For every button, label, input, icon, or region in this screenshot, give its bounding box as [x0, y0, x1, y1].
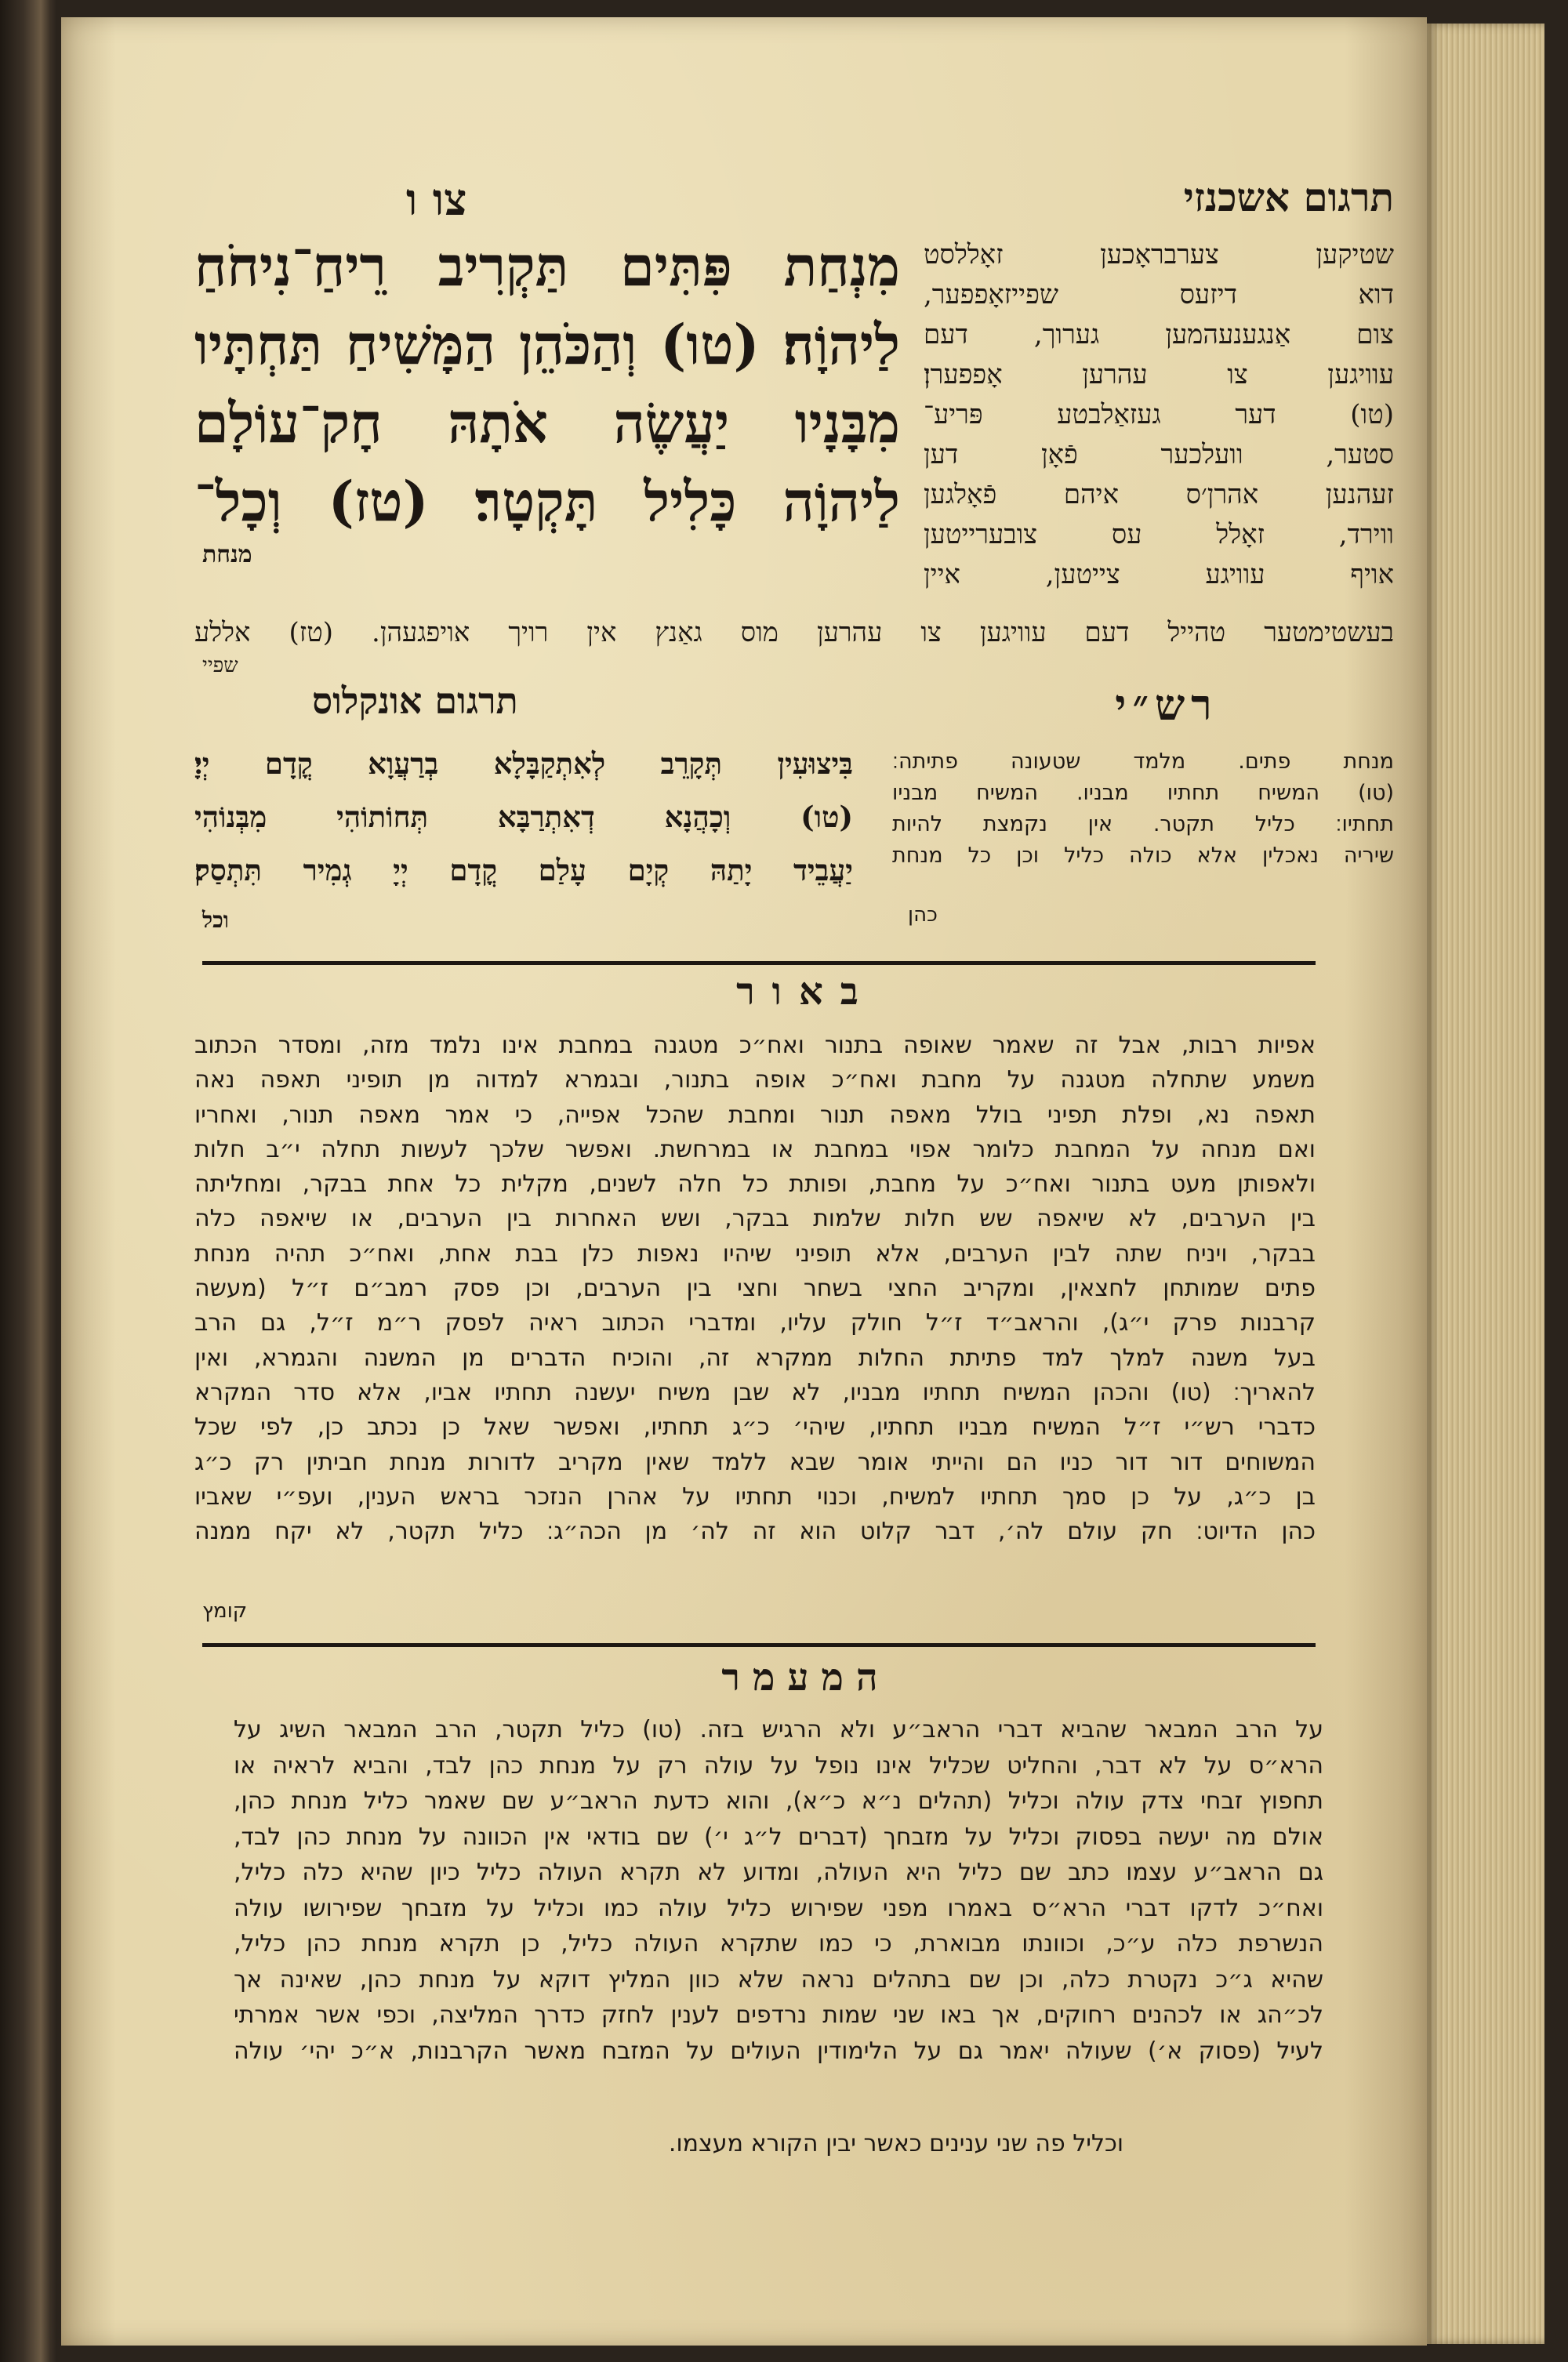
yiddish-translation [924, 235, 1394, 595]
verse-line: מִנְחַת פִּתִּים תַּקְרִיב רֵיחַ־נִיחֹחַ [194, 234, 900, 299]
verse-catchword: מנחת [202, 541, 252, 568]
biur-catchword: קומץ [202, 1599, 248, 1623]
page-edges [1427, 24, 1544, 2344]
maamar-line: אולם מה יעשה בפסוק וכליל על מזבחך (דברים ל״ג י׳) שם בודאי אין הכוונה על מנחת כהן לבד, [234, 1823, 1323, 1851]
maamar-last-line: וכליל פה שני ענינים כאשר יבין הקורא מעצמו. [668, 2130, 1124, 2157]
biur-line: כהן הדיוט׃ חק עולם לה׳, דבר קלוט הוא זה לה׳ מן הכה״ג׃ כליל תקטר, לא יקח ממנה [194, 1518, 1316, 1546]
biur-line: כדברי רש״י ז״ל המשיח מבניו תחתיו, שיהי׳ כ״ג תחתיו, ואפשר שאל כן נכתב כן, לפי שכל [194, 1413, 1316, 1442]
rashi-line: מנחת פתים. מלמד שטעונה פתיתה׃ [892, 749, 1394, 774]
rashi-line: (טו) המשיח תחתיו מבניו. המשיח מבניו [892, 781, 1394, 805]
maamar-line: על הרב המבאר שהביא דברי הראב״ע ולא הרגיש בזה. (טו) כליל תקטר, הרב המבאר השיג על [234, 1716, 1323, 1743]
biur-line: ולאפותן מעט בתנור ואח״כ על מחבת, ופותת כל חלה לשנים, מקלית כל אחת בבקר, ומחליתה [194, 1170, 1316, 1199]
yiddish-line: דוא דיזעס שפייזאָפפער, [924, 279, 1394, 310]
yiddish-line: (טו) דער געזאַלבטע פּריע־ [924, 399, 1394, 430]
yiddish-line: צום אַנגענעהמען גערוך, דעם [924, 319, 1394, 350]
biur-line: בין הערבים, לא שיאפה שש חלות שלמות בבקר, ושש האחרות בין הערבים, או שיאפה כלה [194, 1205, 1316, 1233]
maamar-line: תחפוץ זבחי צדק עולה וכליל (תהלים נ״א כ״א), והוא כדעת הראב״ע שם שאמר כליל מנחת כהן, [234, 1787, 1323, 1815]
maamar-line: ואח״כ לדקו דברי הרא״ס באמרו מפני שפירוש כליל עולה כמו וכליל על מזבחך שפירושו עולה [234, 1894, 1323, 1922]
book-page [61, 17, 1427, 2346]
page-number: צו ו [406, 174, 467, 226]
yiddish-tail-line: בעשטימטער טהייל דעם עוויגען צו עהרען מוס גאַנץ אין רויך אויפגעהן. (טז) אללע [194, 617, 1394, 648]
rashi-heading: רש״י [1115, 680, 1218, 730]
biur-line: פתים שמותחן לחצאין, ומקריב החצי בשחר וחצי בין הערבים, וכן פסק רמב״ם ז״ל (מעשה [194, 1275, 1316, 1303]
biur-line: ואם מנחה על המחבת כלומר אפוי במחבת או במרחשת. ואפשר שלכך לעשות תחלה י״ב חלות [194, 1135, 1316, 1163]
verse-text [194, 227, 900, 541]
verse-line: לַיהוָֹה׃ (טו) וְהַכֹּהֵן הַמָּשִׁיחַ תַּחְתָּיו [194, 312, 900, 377]
maamar-line: הנשרפת כלה ע״כ, וכוונתו מבוארת, כי כמו שתקרא העולה כליל, כן תקרא מנחת כהן כליל, [234, 1930, 1323, 1957]
divider-rule [202, 1643, 1316, 1647]
divider-rule [202, 961, 1316, 965]
running-title: תרגום אשכנזי [1183, 174, 1394, 220]
verse-line: מִבָּנָיו יַעֲשֶׂה אֹתָהּ חָק־עוֹלָם [194, 390, 900, 455]
biur-line: תאפה נא, ופלת תפיני בולל מאפה תנור ומחבת שהכל אפייה, כי אמר מאפה תנור, ואחריו [194, 1101, 1316, 1129]
onkelos-line: יַעֲבֵיד יָתַהּ קְיָם עָלַם קֳדָם יְיָ גְמִיר תִּתְסַק׃ [194, 853, 853, 887]
rashi-commentary [892, 746, 1394, 872]
biur-commentary [194, 1029, 1316, 1549]
yiddish-catchword: שפיי [202, 654, 238, 677]
yiddish-line: שטיקען צערבראָכען זאָללסט [924, 239, 1394, 270]
maamar-line: גם הראב״ע עצמו כתב שם כליל היא העולה, ומדוע לא תקרא העולה כליל כיון שהיא כלה כליל, [234, 1859, 1323, 1886]
biur-line: אפיות רבות, אבל זה שאמר שאופה בתנור ואח״כ מטגנה במחבת אינו נלמד מזה, ומסדר הכתוב [194, 1032, 1316, 1059]
yiddish-line: זעהנען אהרן׳ס איהם פֿאָלגען [924, 479, 1394, 510]
biur-line: להאריך׃ (טו) והכהן המשיח תחתיו מבניו, לא שבן משיח יעשנה תחתיו אביו, אלא סדר המקרא [194, 1378, 1316, 1406]
biur-line: בעל משנה למלך למד פתיתת החלות ממקרא זה, והוכיח הדברים מן המשנה והגמרא, ואין [194, 1344, 1316, 1372]
maamar-line: לעיל (פסוק א׳) שעולה יאמר גם על הלימודין העולים על המזבח מאשר הקרבנות, א״כ יהי׳ עולה [234, 2037, 1323, 2065]
onkelos-text [194, 737, 853, 897]
maamar-commentary [234, 1712, 1323, 2069]
biur-line: משמע שתחלה מטגנה על מחבת ואח״כ אופה בתנור, ובגמרא למדוה מן תופיני תאפה נאה [194, 1066, 1316, 1094]
maamar-line: לכ״הג או לכהנים רחוקים, אך באו שני שמות נרדפים לענין לחזק כדרך המליצה, וכפי אשר אמרתי [234, 2001, 1323, 2029]
rashi-line: תחתיו׃ כליל תקטר. אין נקמצת להיות [892, 812, 1394, 836]
yiddish-line: אויף עוויגע צייטען, איין [924, 559, 1394, 590]
rashi-catchword: כהן [908, 903, 938, 927]
biur-line: בבקר, ויניח שתה לבין הערבים, אלא תופיני שיהיו נאפות כלן בבת אחת, ואח״כ תהיה מנחת [194, 1239, 1316, 1268]
rashi-line: שיריה נאכלין אלא כולה כליל וכן כל מנחת [892, 844, 1394, 868]
yiddish-line: ווירד, זאָלל עס צובערייטען [924, 519, 1394, 550]
maamar-line: שהיא ג״כ נקטרת כלה, וכן שם בתהלים נראה שלא כוון המליץ דוקא על מנחת כהן, שאינה אך [234, 1965, 1323, 1994]
yiddish-line: עוויגען צו עהרען אָפפערן׃ [924, 359, 1394, 390]
biur-line: המשוחים דור דור כניו הם והייתי אומר שבא ללמד שאין מקריב לדורות מנחת חביתין רק כ״ג [194, 1448, 1316, 1476]
onkelos-heading: תרגום אונקלוס [312, 680, 518, 722]
maamar-line: הרא״ס על לא דבר, והחליט שכליל אינו נופל על עולה רק על מנחת כהן לבד, והביא לראיה או [234, 1751, 1323, 1780]
verse-line: לַיהוָֹה כָּלִיל תָּקְטָר׃ (טז) וְכָל־ [194, 469, 900, 534]
biur-line: קרבנות פרק י״ג), והראב״ד ז״ל חולק עליו, ומדברי הכתוב ראיה לפסק ר״מ ז״ל, גם הרב [194, 1309, 1316, 1337]
maamar-heading: המעמר [721, 1656, 891, 1700]
onkelos-line: (טו) וְכָהֲנָא דְאִתְרַבָּא תְּחוֹתוֹהִי מִבְּנוֹהִי [194, 800, 853, 834]
yiddish-line: סטער, וועלכער פֿאָן דען [924, 439, 1394, 470]
biur-line: בן כ״ג, על כן סמך תחתיו למשיח, וכנוי תחתיו על אהרן הנזכר בראש הענין, ועפ״י שאביו [194, 1482, 1316, 1511]
biur-heading: באור [736, 970, 876, 1014]
onkelos-line: בִּיצוּעִין תְּקָרֵב לְאִתְקַבָּלָא בְרַעֲוָא קֳדָם יְיָ׃ [194, 746, 853, 781]
onkelos-catchword: וכל [202, 907, 229, 933]
